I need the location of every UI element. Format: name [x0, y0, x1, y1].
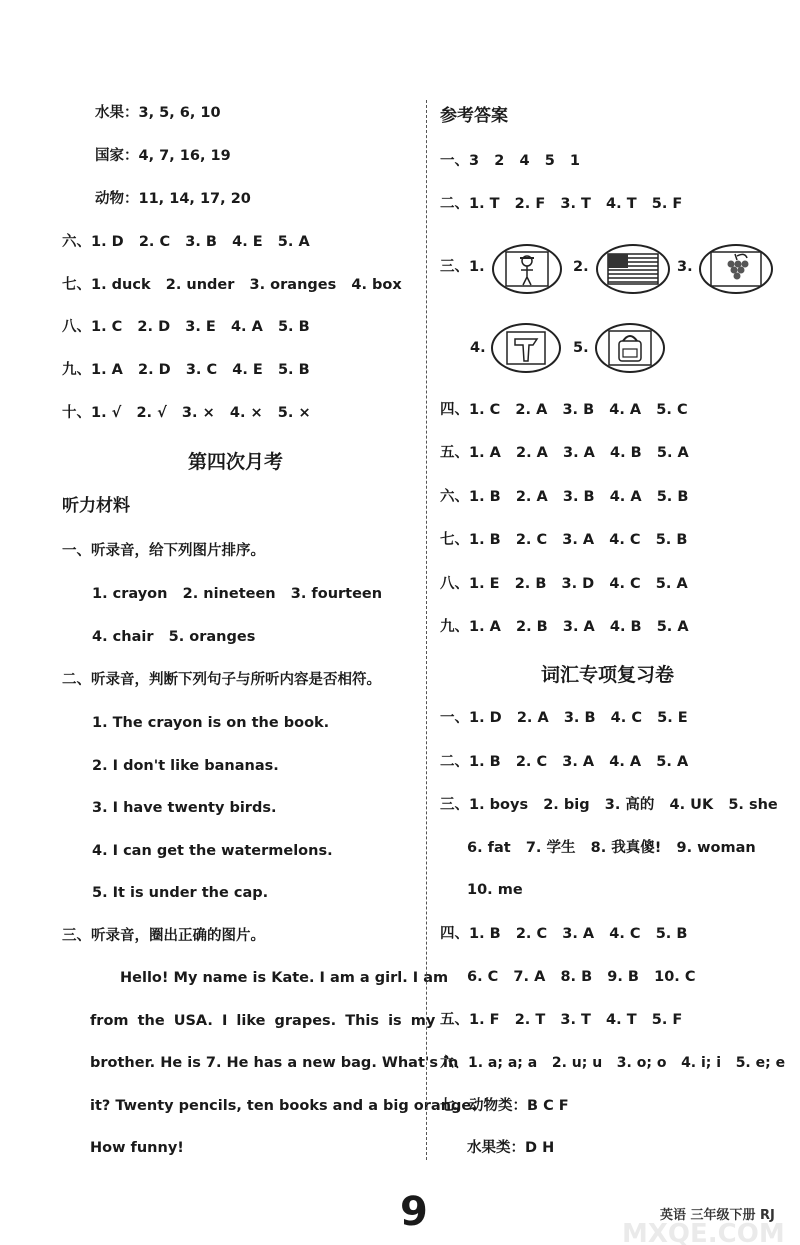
vocab-line: 6. fat 7. 学生 8. 我真傻! 9. woman [467, 840, 756, 856]
q3-instruction: 三、听录音，圈出正确的图片。 [62, 928, 265, 944]
answer-8: 八、1. E 2. B 3. D 4. C 5. A [440, 576, 688, 592]
q2-line: 5. It is under the cap. [92, 885, 269, 901]
usa-flag-icon [606, 250, 660, 288]
answer-3-label-2: 2. [573, 259, 589, 275]
q1-line: 4. chair 5. oranges [92, 629, 256, 645]
q2-line: 1. The crayon is on the book. [92, 715, 330, 731]
vocab-line: 一、1. D 2. A 3. B 4. C 5. E [440, 710, 688, 726]
vocab-line: 10. me [467, 882, 523, 898]
book-label: 英语 三年级下册 RJ [660, 1208, 775, 1223]
vocab-line: 水果类：D H [467, 1140, 555, 1156]
grapes-icon [709, 250, 763, 288]
watermark-logo [600, 1178, 800, 1245]
vocab-line: 三、1. boys 2. big 3. 高的 4. UK 5. she [440, 797, 778, 813]
q1-instruction: 一、听录音，给下列图片排序。 [62, 543, 265, 559]
section-title: 第四次月考 [188, 451, 284, 473]
answer-7: 七、1. B 2. C 3. A 4. C 5. B [440, 532, 688, 548]
q2-line: 4. I can get the watermelons. [92, 843, 333, 859]
animal-list: 动物：11, 14, 17, 20 [95, 191, 251, 207]
passage-line: How funny! [90, 1140, 184, 1156]
answer-9: 九、1. A 2. B 3. A 4. B 5. A [440, 619, 689, 635]
vocab-line: 6. C 7. A 8. B 9. B 10. C [467, 969, 696, 985]
answer-3-label-5: 5. [573, 340, 589, 356]
bag-icon [605, 329, 655, 367]
answer-3-label-3: 3. [677, 259, 693, 275]
passage-line: from the USA. I like grapes. This is my [90, 1013, 436, 1029]
answer-line-8: 八、1. C 2. D 3. E 4. A 5. B [62, 319, 310, 335]
picture-option-1 [492, 244, 562, 294]
picture-option-3 [699, 244, 773, 294]
watermark-text: MXQE.COM [622, 1219, 785, 1245]
passage-line: Hello! My name is Kate. I am a girl. I am [120, 970, 449, 986]
answer-line-10: 十、1. √ 2. √ 3. × 4. × 5. × [62, 405, 311, 421]
passage-line: brother. He is 7. He has a new bag. What's in [90, 1055, 459, 1071]
passage-line: it? Twenty pencils, ten books and a big orange. [90, 1098, 477, 1114]
column-divider [426, 100, 427, 1160]
picture-option-4 [491, 323, 561, 373]
answer-5: 五、1. A 2. A 3. A 4. B 5. A [440, 445, 689, 461]
boy-icon [502, 250, 552, 288]
answer-2: 二、1. T 2. F 3. T 4. T 5. F [440, 196, 683, 212]
picture-option-2 [596, 244, 670, 294]
answer-line-6: 六、1. D 2. C 3. B 4. E 5. A [62, 234, 310, 250]
vocab-line: 六、1. a; a; a 2. u; u 3. o; o 4. i; i 5. e; e [440, 1055, 786, 1071]
q1-line: 1. crayon 2. nineteen 3. fourteen [92, 586, 383, 602]
listening-heading: 听力材料 [62, 496, 130, 516]
answer-4: 四、1. C 2. A 3. B 4. A 5. C [440, 402, 688, 418]
answer-key-heading: 参考答案 [440, 106, 508, 126]
answer-3-label-4: 4. [470, 340, 486, 356]
answer-6: 六、1. B 2. A 3. B 4. A 5. B [440, 489, 689, 505]
vocab-line: 七、动物类：B C F [440, 1098, 569, 1114]
answer-3-prefix: 三、1. [440, 259, 485, 275]
page-number: 9 [400, 1189, 428, 1235]
answer-line-7: 七、1. duck 2. under 3. oranges 4. box [62, 277, 402, 293]
vocab-line: 四、1. B 2. C 3. A 4. C 5. B [440, 926, 688, 942]
q2-line: 3. I have twenty birds. [92, 800, 277, 816]
country-list: 国家：4, 7, 16, 19 [95, 148, 231, 164]
fruit-list: 水果：3, 5, 6, 10 [95, 105, 221, 121]
vocab-line: 二、1. B 2. C 3. A 4. A 5. A [440, 754, 689, 770]
cap-icon [501, 329, 551, 367]
answer-1: 一、3 2 4 5 1 [440, 153, 581, 169]
q2-line: 2. I don't like bananas. [92, 758, 279, 774]
picture-option-5 [595, 323, 665, 373]
vocab-title: 词汇专项复习卷 [541, 664, 675, 686]
answer-line-9: 九、1. A 2. D 3. C 4. E 5. B [62, 362, 310, 378]
q2-instruction: 二、听录音，判断下列句子与所听内容是否相符。 [62, 672, 381, 688]
vocab-line: 五、1. F 2. T 3. T 4. T 5. F [440, 1012, 683, 1028]
